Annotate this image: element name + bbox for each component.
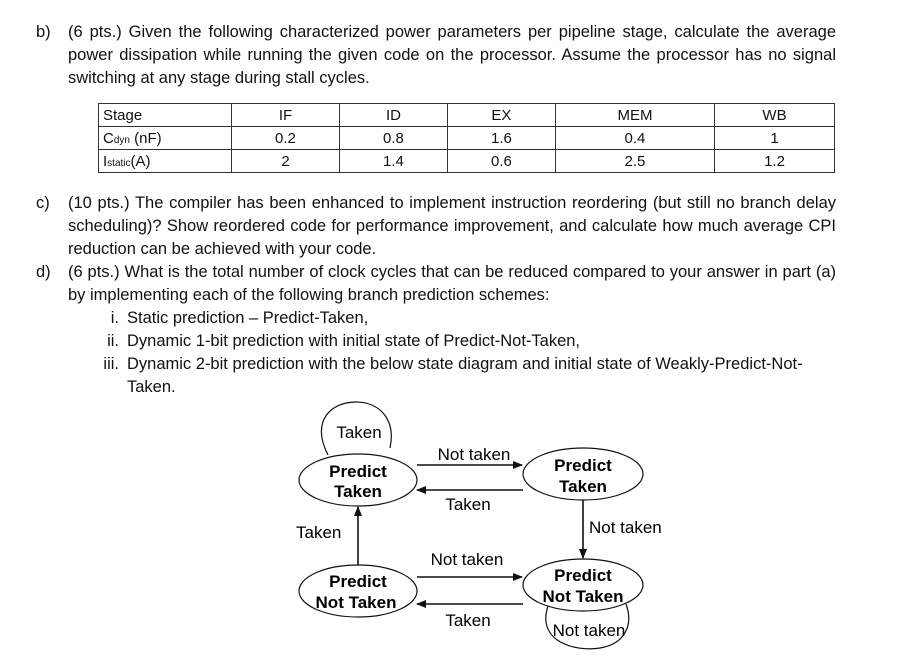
list-item-number: i. [110, 309, 119, 327]
table-cell: 0.8 [339, 127, 447, 150]
table-cell: 0.4 [555, 127, 714, 150]
question-c-text: (10 pts.) The compiler has been enhanced to implement instruction reordering (but still no branch delay scheduling)? Show reordered code for performance improvement, and calculate how much average CPI reduction can be achieved with your code. [68, 194, 836, 258]
state-label: Taken [559, 477, 607, 496]
table-cell: 0.2 [232, 127, 340, 150]
question-d-letter: d) [36, 263, 51, 281]
table-header-stage: Stage [99, 104, 232, 127]
list-item-text: Dynamic 2-bit prediction with the below state diagram and initial state of Weakly-Predict-Not-Taken. [127, 355, 803, 396]
edge-label-self-not-taken: Not taken [552, 621, 626, 640]
edge-label-self-taken: Taken [336, 423, 382, 442]
question-d-text: (6 pts.) What is the total number of clock cycles that can be reduced compared to your answer in part (a) by implementing each of the following branch prediction schemes: [68, 263, 836, 304]
table-cell: 2 [232, 150, 340, 173]
state-label: Predict [329, 572, 387, 591]
state-label: Not Taken [542, 587, 624, 606]
list-item-number: ii. [107, 332, 119, 350]
table-header-cell: MEM [555, 104, 714, 127]
row-label-istatic: Istatic(A) [99, 150, 232, 173]
table-header-cell: WB [715, 104, 835, 127]
question-c-letter: c) [36, 194, 50, 212]
row-label-cdyn: Cdyn (nF) [99, 127, 232, 150]
state-label: Not Taken [315, 593, 397, 612]
table-cell: 1.2 [715, 150, 835, 173]
state-label: Predict [554, 456, 612, 475]
list-item-text: Dynamic 1-bit prediction with initial state of Predict-Not-Taken, [127, 332, 581, 350]
edge-label-right-not-taken: Not taken [589, 518, 662, 537]
question-b-text: (6 pts.) Given the following characterized power parameters per pipeline stage, calculate the average power dissipation while running the given code on the processor. Assume the processor has no signal switching at any stage during stall cycles. [68, 23, 836, 87]
edge-label-bottom-not-taken: Not taken [430, 550, 504, 569]
edge-label-top-taken: Taken [445, 495, 491, 514]
state-label: Taken [334, 482, 382, 501]
question-b-letter: b) [36, 23, 51, 41]
table-cell: 0.6 [447, 150, 555, 173]
table-header-cell: IF [232, 104, 340, 127]
state-label: Predict [329, 462, 387, 481]
list-item-number: iii. [103, 355, 119, 373]
table-header-cell: ID [339, 104, 447, 127]
table-cell: 1.4 [339, 150, 447, 173]
table-cell: 1 [715, 127, 835, 150]
list-item-text: Static prediction – Predict-Taken, [127, 309, 369, 327]
edge-label-left-taken: Taken [296, 523, 342, 542]
edge-label-top-not-taken: Not taken [437, 445, 511, 464]
edge-label-bottom-taken: Taken [445, 611, 491, 630]
table-cell: 1.6 [447, 127, 555, 150]
table-cell: 2.5 [555, 150, 714, 173]
table-header-cell: EX [447, 104, 555, 127]
state-label: Predict [554, 566, 612, 585]
